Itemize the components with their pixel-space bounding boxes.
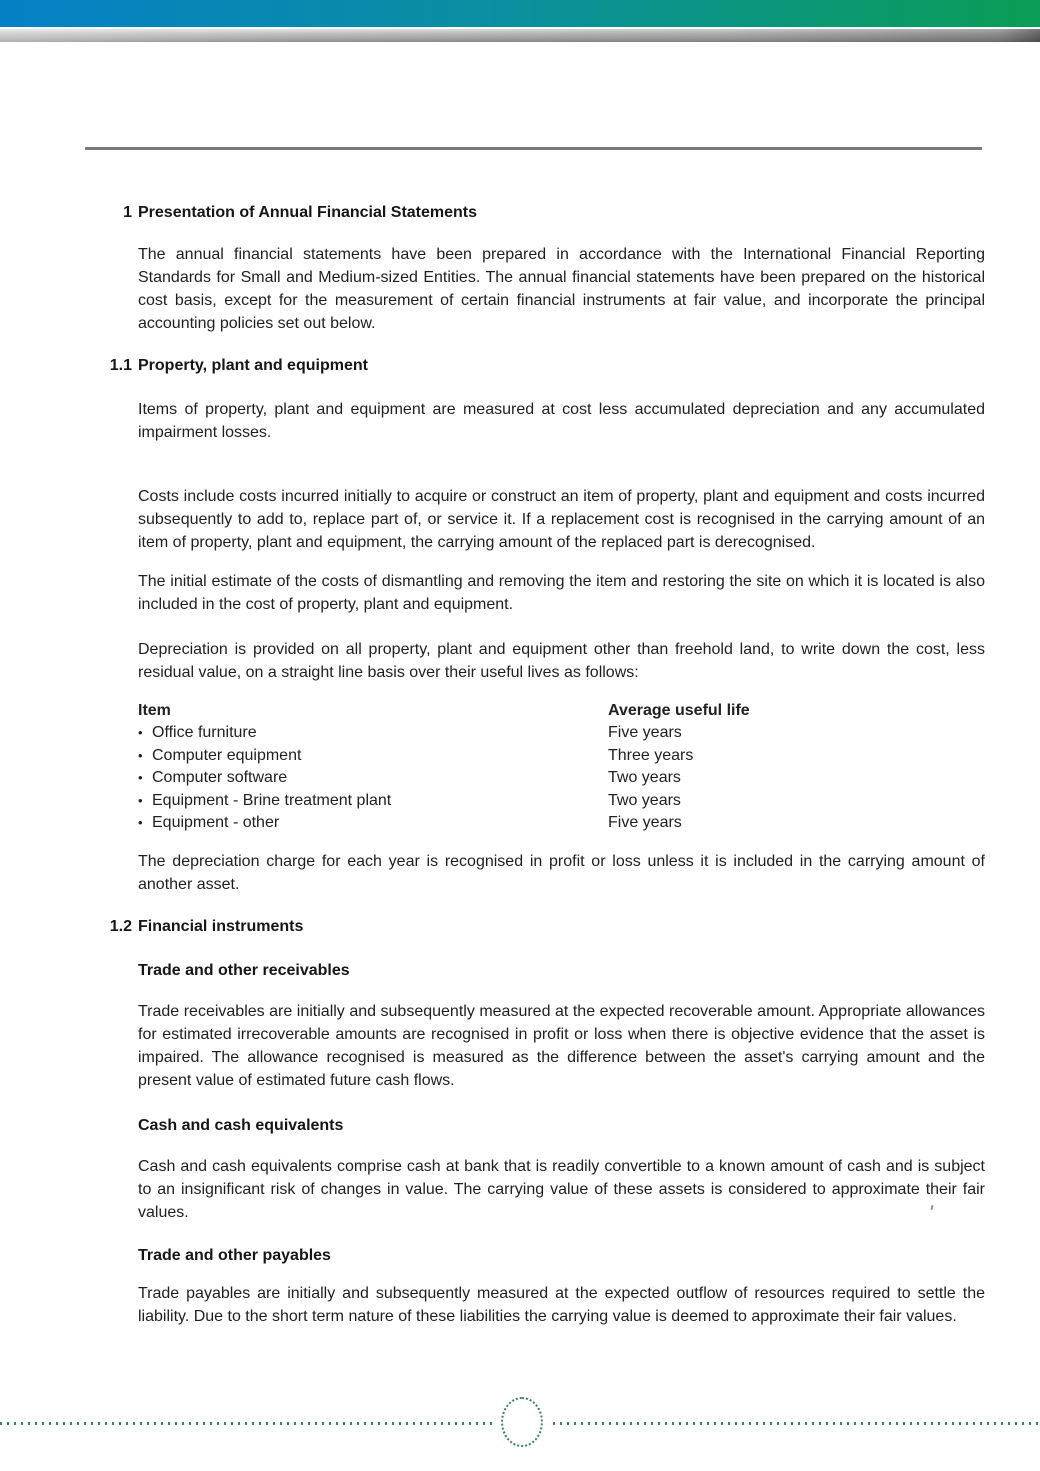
paragraph: The annual financial statements have been prepared in accordance with the International Financial Reporting Standards for Small and Medium-sized Entities. The annual financial statements have been prepared on the historical cost basis, except for the measurement of certain financial instruments at fair value, and incorporate the principal accounting policies set out below. xyxy=(138,246,985,332)
section-number: 1 xyxy=(123,204,132,221)
table-row xyxy=(138,722,985,744)
subsection-heading-payables: Trade and other payables xyxy=(138,1247,331,1265)
section-heading-1-2 xyxy=(109,916,985,937)
bullet-icon: • xyxy=(138,770,143,786)
life-value: Two years xyxy=(608,791,681,809)
section-number: 1.2 xyxy=(109,918,132,936)
paragraph: Items of property, plant and equipment are measured at cost less accumulated depreciation and any accumulated impairment losses. xyxy=(138,401,985,441)
section-title: Financial instruments xyxy=(138,918,304,936)
useful-life-table xyxy=(138,700,985,834)
item-label: Office furniture xyxy=(152,724,257,742)
paragraph: The initial estimate of the costs of dismantling and removing the item and restoring the site on which it is located is also included in the cost of property, plant and equipment. xyxy=(138,573,985,613)
bullet-icon: • xyxy=(138,792,143,808)
item-label: Equipment - other xyxy=(152,814,280,832)
paragraph: The depreciation charge for each year is recognised in profit or loss unless it is included in the carrying amount of another asset. xyxy=(138,853,985,894)
item-label: Computer software xyxy=(152,769,288,787)
section-heading-1 xyxy=(123,202,985,223)
paragraph: Depreciation is provided on all property, plant and equipment other than freehold land, to write down the cost, less residual value, on a straight line basis over their useful lives as follows: xyxy=(138,641,985,681)
column-header-item: Item xyxy=(138,702,171,719)
life-value: Five years xyxy=(608,814,682,832)
life-value: Two years xyxy=(608,769,681,787)
paragraph: Trade receivables are initially and subsequently measured at the expected recoverable amount. Appropriate allowances for estimated irrecoverable amounts are recognised in profit or loss when there is objective evidence that the asset is impaired. The allowance recognised is measured as the difference between the asset's carrying amount and the present value of estimated future cash flows. xyxy=(138,1003,985,1090)
section-number: 1.1 xyxy=(109,357,132,374)
bullet-icon: • xyxy=(138,725,143,741)
table-row xyxy=(138,790,985,812)
bullet-icon: • xyxy=(138,747,143,763)
footer-circle-ornament xyxy=(501,1397,543,1447)
section-title: Property, plant and equipment xyxy=(138,357,368,374)
table-row xyxy=(138,745,985,767)
table-row xyxy=(138,767,985,789)
subsection-heading-receivables: Trade and other receivables xyxy=(138,962,350,980)
paragraph: Costs include costs incurred initially to acquire or construct an item of property, plant and equipment and costs incurred subsequently to add to, replace part of, or service it. If a replacement cost is recognised in the carrying amount of an item of property, plant and equipment, the carrying amount of the replaced part is derecognised. xyxy=(138,488,985,551)
item-label: Computer equipment xyxy=(152,746,302,764)
bullet-icon: • xyxy=(138,815,143,831)
table-row xyxy=(138,812,985,834)
paragraph: Cash and cash equivalents comprise cash at bank that is readily convertible to a known amount of cash and is subject to an insignificant risk of changes in value. The carrying value of these assets is considered to approximate their fair values. xyxy=(138,1158,985,1222)
section-heading-1-1 xyxy=(109,355,985,376)
life-value: Five years xyxy=(608,724,682,742)
document-body xyxy=(109,0,985,1328)
subsection-heading-cash: Cash and cash equivalents xyxy=(138,1117,344,1135)
section-title: Presentation of Annual Financial Statements xyxy=(138,204,478,221)
life-value: Three years xyxy=(608,746,694,764)
table-header-row xyxy=(138,700,985,722)
paragraph: Trade payables are initially and subsequently measured at the expected outflow of resources required to settle the liability. Due to the short term nature of these liabilities the carrying value is deemed to approximate their fair values. xyxy=(138,1285,985,1326)
column-header-life: Average useful life xyxy=(608,702,750,719)
item-label: Equipment - Brine treatment plant xyxy=(152,791,392,809)
